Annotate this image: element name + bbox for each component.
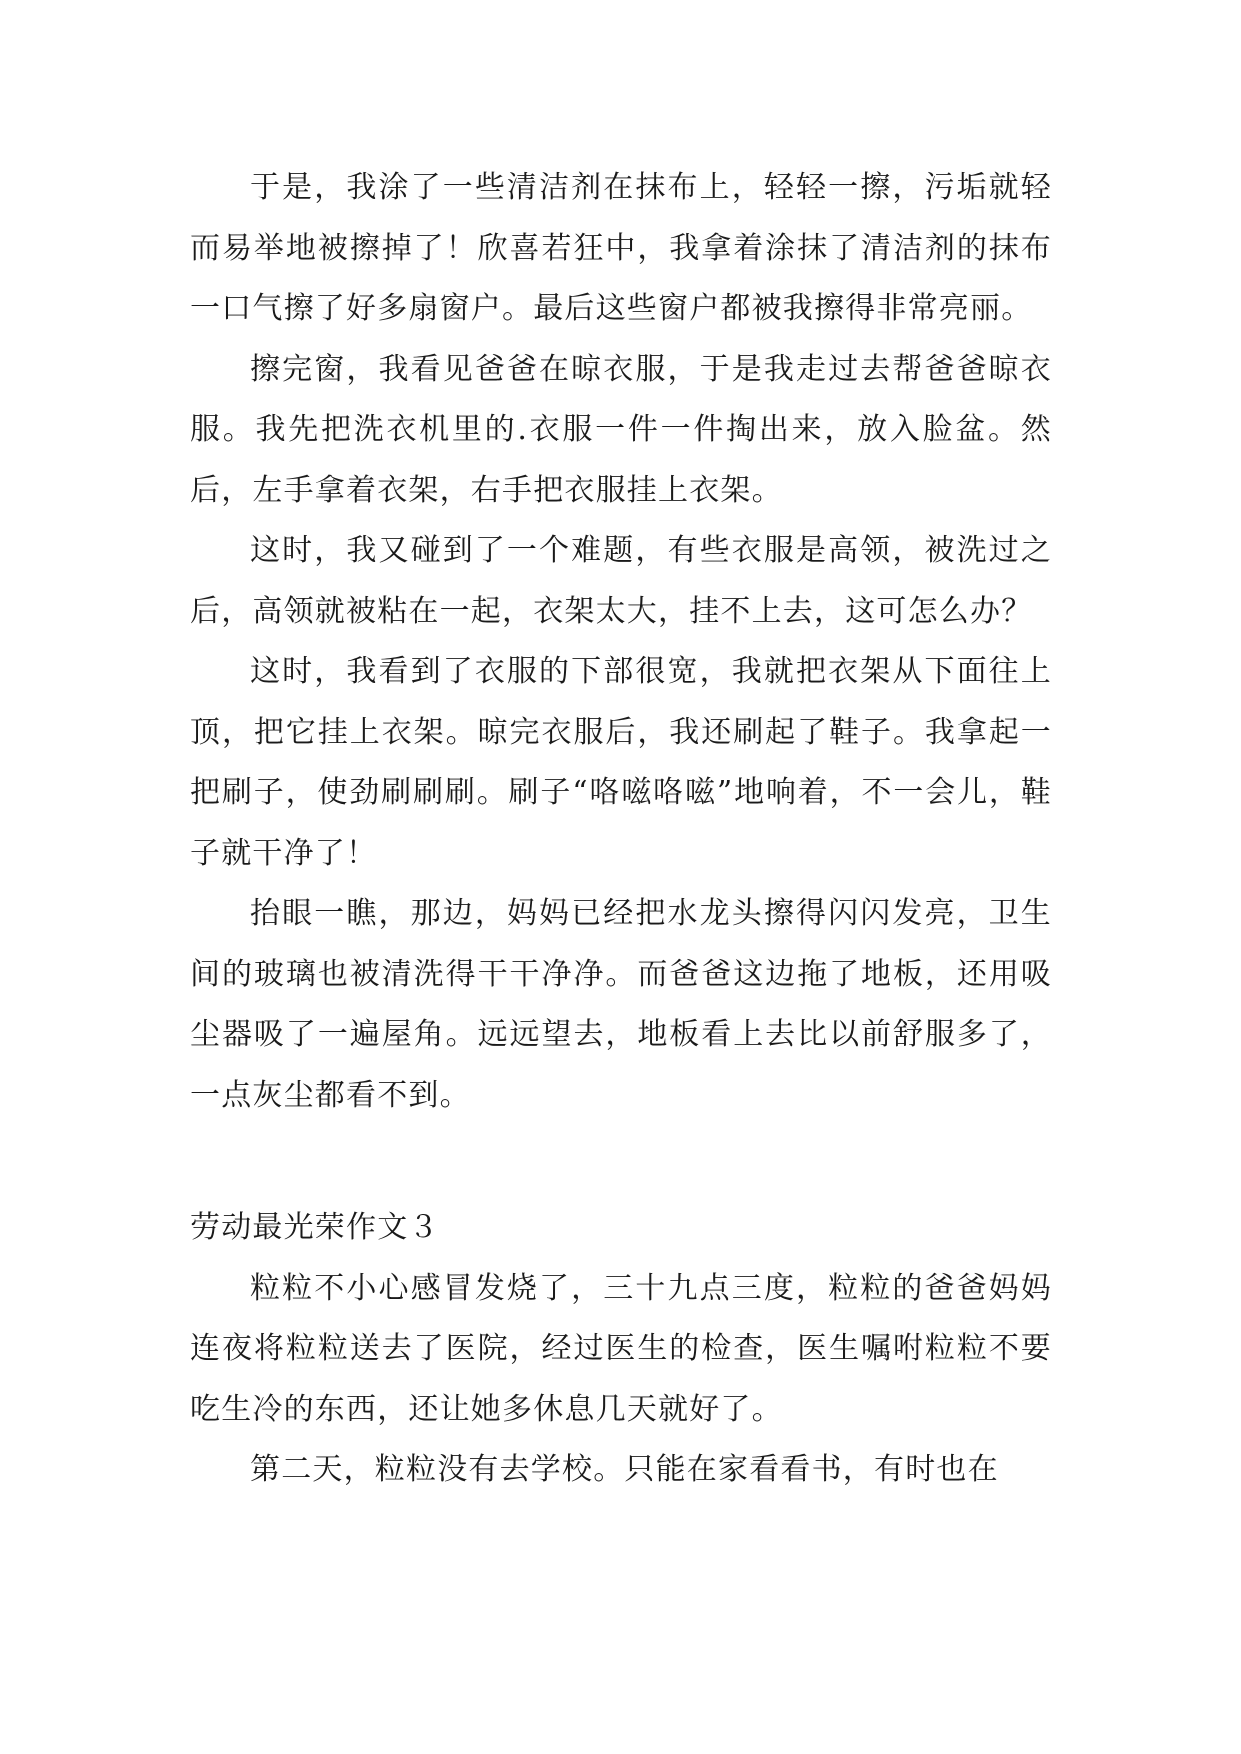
paragraph: 粒粒不小心感冒发烧了，三十九点三度，粒粒的爸爸妈妈连夜将粒粒送去了医院，经过医生的检查，医生嘱咐粒粒不要吃生冷的东西，还让她多休息几天就好了。 — [190, 1270, 1052, 1427]
document-body — [190, 158, 1052, 1501]
paragraph: 抬眼一瞧，那边，妈妈已经把水龙头擦得闪闪发亮，卫生间的玻璃也被清洗得干干净净。而爸爸这边拖了地板，还用吸尘器吸了一遍屋角。远远望去，地板看上去比以前舒服多了，一点灰尘都看不到。 — [190, 896, 1052, 1113]
paragraph: 这时，我看到了衣服的下部很宽，我就把衣架从下面往上顶，把它挂上衣架。晾完衣服后，我还刷起了鞋子。我拿起一把刷子，使劲刷刷刷。刷子“咯嗞咯嗞”地响着，不一会儿，鞋子就干净了！ — [190, 654, 1052, 871]
paragraph: 擦完窗，我看见爸爸在晾衣服，于是我走过去帮爸爸晾衣服。我先把洗衣机里的.衣服一件一件掏出来，放入脸盆。然后，左手拿着衣架，右手把衣服挂上衣架。 — [190, 351, 1052, 508]
paragraph: 这时，我又碰到了一个难题，有些衣服是高领，被洗过之后，高领就被粘在一起，衣架太大，挂不上去，这可怎么办？ — [190, 533, 1052, 629]
paragraph: 第二天，粒粒没有去学校。只能在家看看书，有时也在 — [250, 1452, 999, 1487]
section-title: 劳动最光荣作文３ — [190, 1210, 440, 1245]
paragraph: 于是，我涂了一些清洁剂在抹布上，轻轻一擦，污垢就轻而易举地被擦掉了！欣喜若狂中，我拿着涂抹了清洁剂的抹布一口气擦了好多扇窗户。最后这些窗户都被我擦得非常亮丽。 — [190, 170, 1052, 326]
